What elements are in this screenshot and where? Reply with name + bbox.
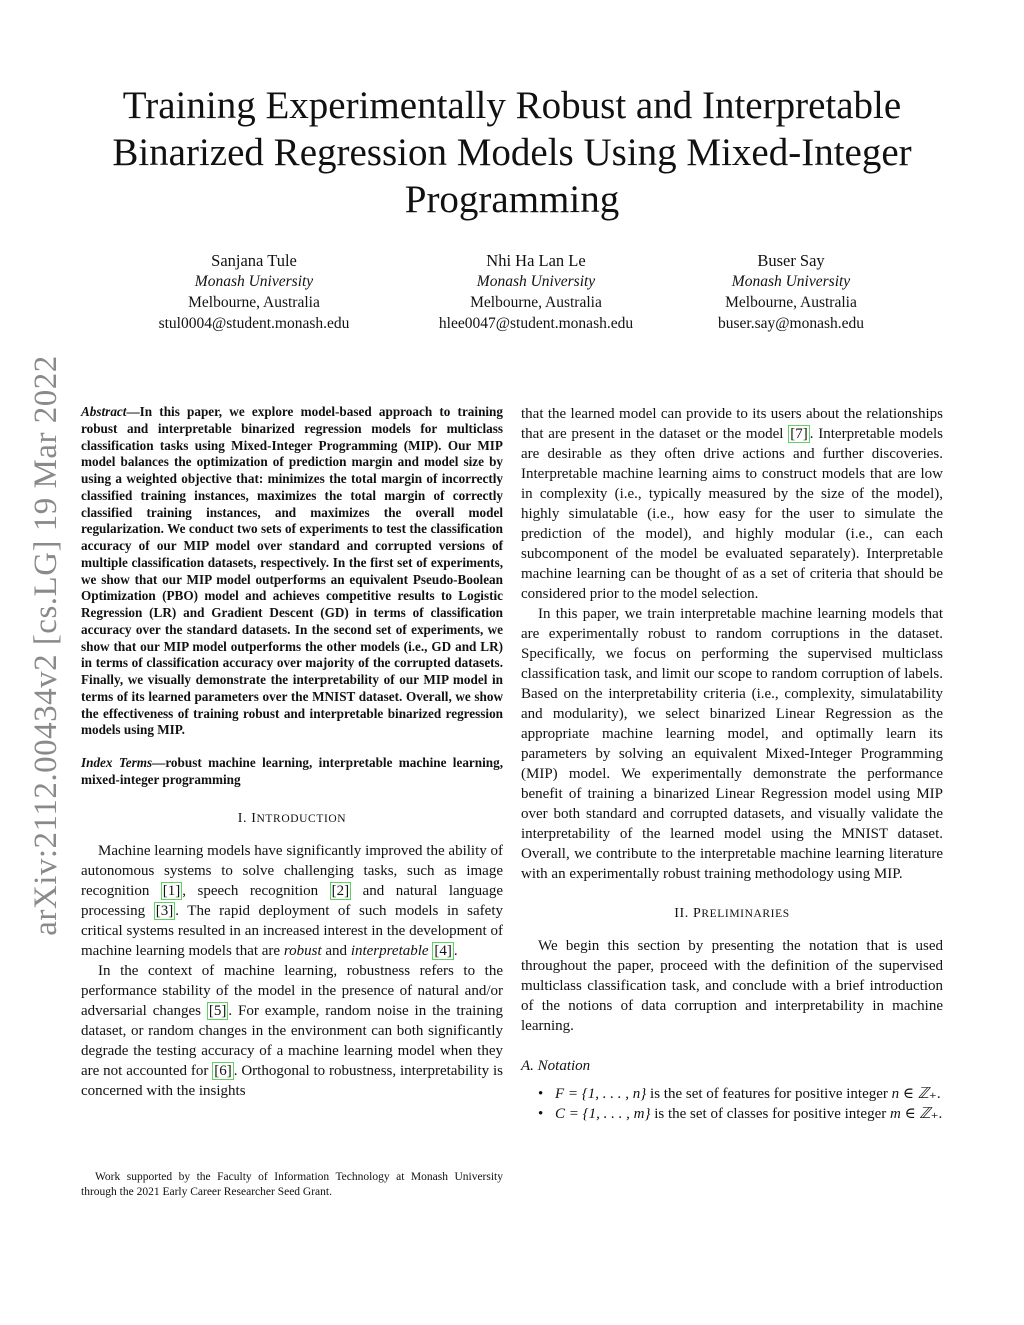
- right-column: [521, 404, 943, 1124]
- body-paragraph: that the learned model can provide to its users about the relationships that are present in the dataset or the model [7] . Interpretable models are desirable as they often drive actions and further discoveries. Interpretable machine learning aims to construct models that are low in complexity (i.e., typically measured by the size of the model), highly simulatable (i.e., how easy for the user to simulate the prediction of the model), and highly modular (i.e., can each subcomponent of the model be evaluated separately). Interpretable machine learning can be thought of as a set of criteria that should be considered prior to the model selection.: [521, 406, 944, 602]
- arxiv-identifier-stamp: [24, 350, 68, 940]
- citation-link[interactable]: [1]: [162, 882, 181, 899]
- body-paragraph: In this paper, we train interpretable machine learning models that are experimentally robust to random corruptions in the dataset. Specifically, we focus on performing the supervised multiclass classification task, and limit our scope to random corruption of labels. Based on the interpretability criteria (i.e., complexity, simulatability and modularity), we select binarized Linear Regression as the appropriate machine learning model, and optimally learn its parameters by solving an equivalent Mixed-Integer Programming (MIP) model. We experimentally demonstrate the performance benefit of training a binarized Linear Regression model using MIP over both standard and corrupted datasets, and visually validate the interpretability of the learned model using the MNIST dataset. Overall, we contribute to the interpretable machine learning literature with an experimentally robust training methodology using MIP.: [521, 606, 943, 882]
- author-card: [661, 250, 921, 334]
- author-affiliation: Monash University: [194, 273, 314, 290]
- author-email: stul0004@student.monash.edu: [158, 315, 350, 332]
- title-line: Binarized Regression Models Using Mixed-Integer: [112, 131, 912, 174]
- body-paragraph: We begin this section by presenting the notation that is used throughout the paper, proceed with the definition of the supervised multiclass classification task, and conclude with a brief introduction of the notions of data corruption and interpretability in machine learning.: [521, 938, 943, 1034]
- abstract: Abstract—In this paper, we explore model-based approach to training robust and interpretable binarized regression models for multiclass classification tasks using Mixed-Integer Programming (MIP). Our MIP model balances the optimization of prediction margin and model size by using a weighted objective that: minimizes the total margin of incorrectly classified training instances, maximizes the total margin of correctly classified training instances, and maximizes the overall model regularization. We conduct two sets of experiments to test the classification accuracy of our MIP model over standard and corrupted versions of multiple classification datasets, respectively. In the first set of experiments, we show that our MIP model outperforms an equivalent Pseudo-Boolean Optimization (PBO) model and achieves competitive results to Logistic Regression (LR) and Gradient Descent (GD) in terms of classification accuracy over the standard datasets. In the second set of experiments, we show that our MIP model outperforms the other models (i.e., GD and LR) in terms of classification accuracy over majority of the corrupted datasets. Finally, we visually demonstrate the interpretability of our MIP model in terms of its learned parameters over the MNIST dataset. Overall, we show the effectiveness of training robust and interpretable binarized regression models using MIP.: [81, 404, 503, 738]
- paper-title: [80, 82, 944, 223]
- funding-footnote: Work supported by the Faculty of Information Technology at Monash University through the 2021 Early Career Researcher Seed Grant.: [81, 1171, 503, 1198]
- author-affiliation: Monash University: [731, 273, 851, 290]
- author-name: Buser Say: [757, 251, 825, 270]
- author-card: [124, 250, 384, 334]
- intro-paragraph: Machine learning models have significantly improved the ability of autonomous systems to solve challenging tasks, such as image recognition [1] , speech recognition [2] and natural language processing [3] . The rapid deployment of such models in safety critical systems resulted in an increased interest in the development of machine learning models that are robust and interpretable [4] .: [81, 842, 504, 959]
- author-name: Nhi Ha Lan Le: [486, 251, 586, 270]
- list-item: • C = {1, . . . , m} is the set of classes for positive integer m ∈ ℤ₊.: [521, 1104, 943, 1124]
- author-card: [406, 250, 666, 334]
- citation-link[interactable]: [5]: [208, 1002, 227, 1019]
- author-location: Melbourne, Australia: [470, 294, 602, 311]
- title-line: Training Experimentally Robust and Interpretable: [122, 84, 902, 127]
- intro-paragraph: In the context of machine learning, robustness refers to the performance stability of the model in the presence of natural and/or adversarial changes [5] . For example, random noise in the training dataset, or random changes in the environment can both significantly degrade the testing accuracy of a machine learning model when they are not accounted for [6] . Orthogonal to robustness, interpretability is concerned with the insights: [81, 962, 503, 1099]
- citation-link[interactable]: [2]: [331, 882, 350, 899]
- abstract-text: In this paper, we explore model-based approach to training robust and interpretable binarized regression models for multiclass classification tasks using Mixed-Integer Programming (MIP). Our MIP model balances the optimization of prediction margin and model size by using a weighted objective that: minimizes the total margin of incorrectly classified training instances, maximizes the total margin of correctly classified training instances, and maximizes the overall model regularization. We conduct two sets of experiments to test the classification accuracy of our MIP model over standard and corrupted versions of multiple classification datasets, respectively. In the first set of experiments, we show that our MIP model outperforms an equivalent Pseudo-Boolean Optimization (PBO) model and achieves competitive results to Logistic Regression (LR) and Gradient Descent (GD) in terms of classification accuracy over the standard datasets. In the second set of experiments, we show that our MIP model outperforms the other models (i.e., GD and LR) in terms of classification accuracy over majority of the corrupted datasets. Finally, we visually demonstrate the interpretability of our MIP model in terms of its learned parameters over the MNIST dataset. Overall, we show the effectiveness of training robust and interpretable binarized regression models using MIP.: [81, 404, 503, 738]
- arxiv-identifier-text: arXiv:2112.00434v2 [cs.LG] 19 Mar 2022: [27, 354, 64, 936]
- index-terms-label: Index Terms: [81, 755, 153, 770]
- notation-list: [521, 1084, 943, 1124]
- citation-link[interactable]: [6]: [214, 1062, 232, 1079]
- author-email: buser.say@monash.edu: [717, 315, 864, 332]
- index-terms-text: robust machine learning, interpretable machine learning, mixed-integer programming: [81, 755, 503, 787]
- abstract-label: Abstract: [81, 404, 127, 419]
- author-location: Melbourne, Australia: [188, 294, 320, 311]
- author-name: Sanjana Tule: [211, 251, 297, 270]
- list-item: • F = {1, . . . , n} is the set of features for positive integer n ∈ ℤ₊.: [521, 1084, 943, 1104]
- section-heading-introduction: I. INTRODUCTION: [237, 810, 347, 826]
- citation-link[interactable]: [7]: [790, 426, 808, 442]
- citation-link[interactable]: [3]: [155, 902, 174, 919]
- left-column: [81, 404, 503, 1101]
- subsection-heading-notation: A. Notation: [521, 1058, 591, 1074]
- citation-link[interactable]: [4]: [434, 942, 452, 959]
- index-terms: Index Terms—robust machine learning, interpretable machine learning, mixed-integer programming: [81, 755, 503, 787]
- section-heading-preliminaries: II. PRELIMINARIES: [674, 906, 790, 921]
- title-line: Programming: [404, 178, 620, 221]
- author-email: hlee0047@student.monash.edu: [438, 315, 634, 332]
- author-affiliation: Monash University: [476, 273, 596, 290]
- author-location: Melbourne, Australia: [725, 294, 857, 311]
